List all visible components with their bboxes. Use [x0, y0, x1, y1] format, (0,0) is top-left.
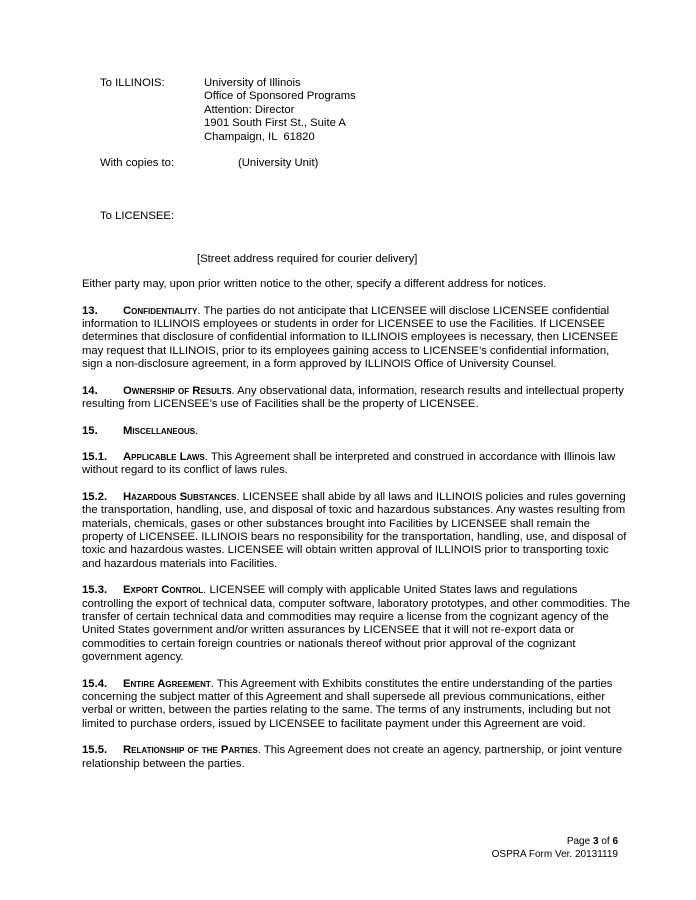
section-15-miscellaneous [82, 425, 630, 438]
section-number: 14. [82, 384, 98, 397]
street-address-note: [Street address required for courier delivery] [197, 252, 418, 265]
section-body: . The parties do not anticipate that LICENSEE will disclose LICENSEE confidential information to ILLINOIS employees or students in order for LICENSEE to use the Facilities. If LICENSEE determines that disclosure of confidential information to ILLINOIS employees is necessary, then LICENSEE may request that ILLINOIS, prior to its employees gaining access to LICENSEE’s confidential information, sign a non-disclosure agreement, in a form approved by ILLINOIS Office of University Counsel. [82, 304, 619, 371]
address-line: Attention: Director [204, 103, 295, 116]
section-15-5-relationship-of-the-parties [82, 744, 630, 771]
section-number: 15.3. [82, 584, 108, 597]
section-number: 15.4. [82, 677, 108, 690]
with-copies-label: With copies to: [100, 157, 175, 170]
section-body: . This Agreement shall be interpreted and construed in accordance with Illinois law without regard to its conflict of laws rules. [82, 450, 616, 477]
notice-block-illinois [82, 77, 630, 144]
illinois-address-block [204, 77, 356, 144]
section-15-3-export-control [82, 584, 630, 664]
section-number: 13. [82, 304, 98, 317]
section-number: 15.1. [82, 450, 108, 463]
section-13-confidentiality [82, 305, 630, 372]
section-number: 15. [82, 424, 98, 437]
section-15-1-applicable-laws [82, 451, 630, 478]
section-body: . [195, 424, 199, 437]
section-body: . LICENSEE shall abide by all laws and ILLINOIS policies and rules governing the transportation, handling, use, and disposal of toxic and hazardous substances. Any wastes resulting from materials, chemicals, gases or other substances brought into Facilities by LICENSEE shall remain the property of LICENSEE. ILLINOIS bears no responsibility for the transportation, handling, use, and disposal of toxic and hazardous wastes. LICENSEE will obtain written approval of ILLINOIS prior to transporting toxic and hazardous materials into Facilities. [82, 490, 627, 570]
notice-change-paragraph: Either party may, upon prior written notice to the other, specify a different address for notices. [82, 278, 547, 291]
section-heading: Applicable Laws [123, 450, 205, 463]
section-heading: Entire Agreement [123, 677, 211, 690]
section-14-ownership-of-results [82, 385, 630, 412]
section-heading: Export Control [123, 584, 204, 597]
section-body: . LICENSEE will comply with applicable United States laws and regulations controlling the export of technical data, computer software, laboratory prototypes, and other commodities. The transfer of certain technical data and commodities may require a license from the cognizant agency of the United States government and/or written assurances by LICENSEE that it will not re-export data or commodities to certain foreign countries or nationals thereof without prior approval of the cognizant government agency. [82, 584, 630, 664]
section-number: 15.2. [82, 490, 108, 503]
of-word: of [601, 836, 610, 847]
form-version: OSPRA Form Ver. 20131119 [491, 849, 618, 860]
university-unit-value: (University Unit) [238, 157, 319, 170]
section-15-2-hazardous-substances [82, 491, 630, 571]
section-heading: Relationship of the Parties [123, 744, 258, 757]
to-illinois-label: To ILLINOIS: [100, 77, 165, 89]
section-number: 15.5. [82, 744, 108, 757]
section-15-4-entire-agreement [82, 678, 630, 732]
total-pages: 6 [612, 836, 618, 847]
address-line: 1901 South First St., Suite A [204, 117, 346, 130]
section-body: . Any observational data, information, research results and intellectual property resulting from LICENSEE’s use of Facilities shall be the property of LICENSEE. [82, 384, 624, 411]
page-number-line [492, 835, 618, 848]
section-heading: Ownership of Results [123, 384, 232, 397]
address-line: Champaign, IL 61820 [204, 130, 315, 143]
section-heading: Hazardous Substances [123, 490, 237, 503]
page-word: Page [566, 836, 591, 847]
address-line: University of Illinois [204, 77, 301, 89]
section-heading: Miscellaneous [123, 424, 196, 437]
page-footer [492, 835, 618, 861]
address-line: Office of Sponsored Programs [204, 90, 356, 103]
page-number: 3 [592, 836, 599, 847]
section-heading: Confidentiality [123, 304, 198, 317]
section-body: . This Agreement does not create an agency, partnership, or joint venture relationship between the parties. [82, 744, 623, 770]
notice-block-copies [82, 157, 630, 170]
to-licensee-label: To LICENSEE: [100, 210, 175, 223]
section-body: . This Agreement with Exhibits constitutes the entire understanding of the parties concerning the subject matter of this Agreement and shall supersede all previous communications, either verbal or written, between the parties relating to the same. The terms of any instruments, including but not limited to purchase orders, issued by LICENSEE to facilitate payment under this Agreement are void. [82, 677, 613, 730]
